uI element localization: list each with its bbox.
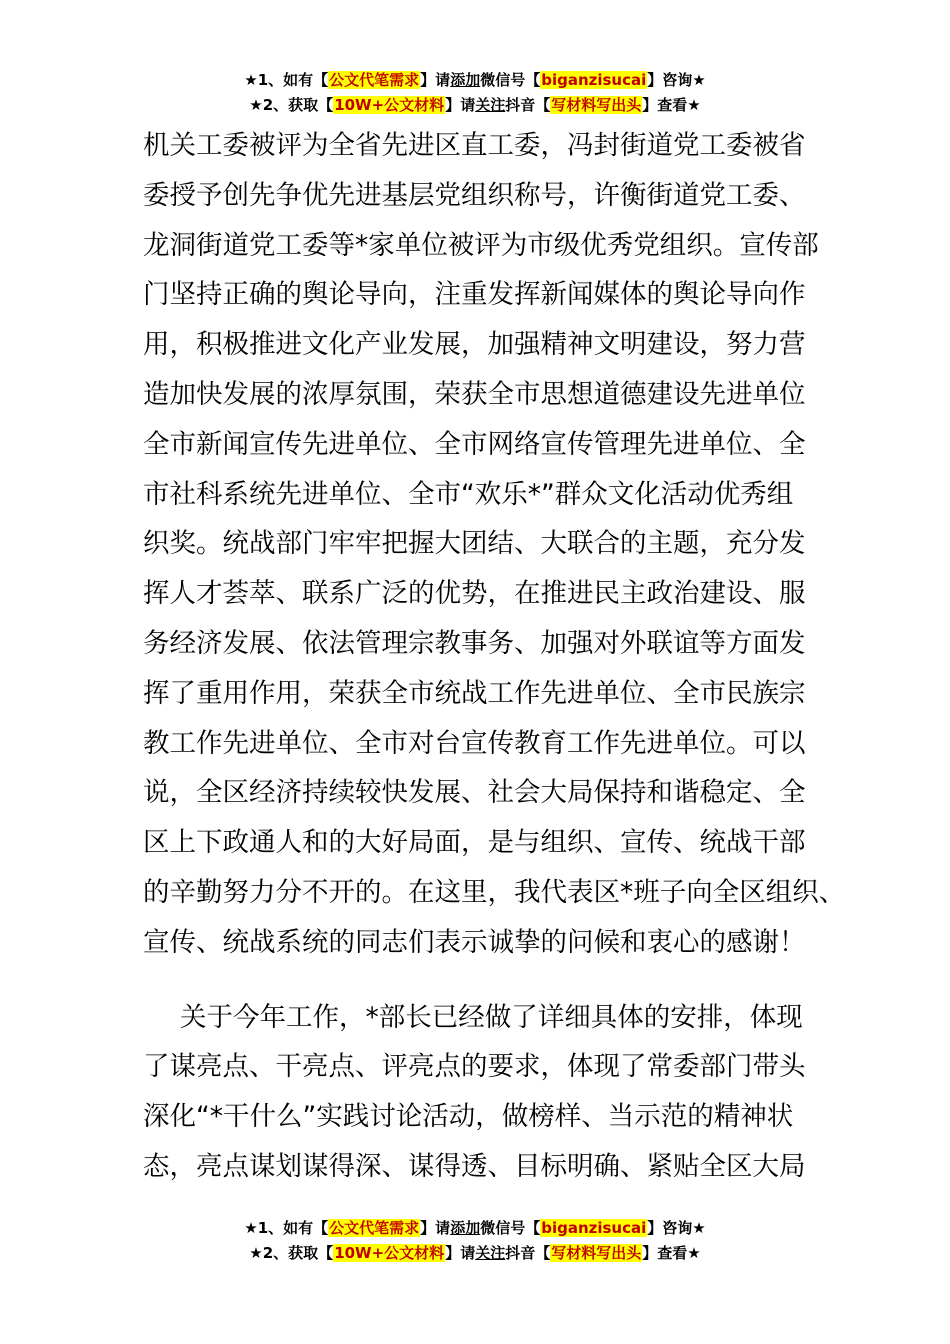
wechat-id-highlight: biganzisucai — [541, 1219, 647, 1237]
banner-text: 】咨询★ — [647, 71, 706, 89]
text-line: 挥人才荟萃、联系广泛的优势，在推进民主政治建设、服 — [143, 578, 806, 610]
text-line: 关于今年工作，*部长已经做了详细具体的安排，体现 — [180, 1001, 803, 1033]
highlight-text: 10W+公文材料 — [334, 1244, 445, 1262]
text-line: 挥了重用作用，荣获全市统战工作先进单位、全市民族宗 — [143, 677, 806, 709]
text-line: 深化“*干什么”实践讨论活动，做榜样、当示范的精神状 — [143, 1101, 794, 1133]
banner-text: 】查看★ — [642, 96, 701, 114]
text-line: 机关工委被评为全省先进区直工委，冯封街道党工委被省 — [143, 130, 806, 161]
document-body — [143, 121, 846, 1192]
highlight-text: 公文代笔需求 — [329, 71, 420, 89]
text-line: 态，亮点谋划谋得深、谋得透、目标明确、紧贴全区大局 — [143, 1150, 806, 1182]
text-line: 委授予创先争优先进基层党组织称号，许衡街道党工委、 — [143, 179, 806, 211]
text-line: 市社科系统先进单位、全市“欢乐*”群众文化活动优秀组 — [143, 478, 794, 510]
banner-line-1 — [0, 68, 950, 93]
text-line: 造加快发展的浓厚氛围，荣获全市思想道德建设先进单位 — [143, 378, 806, 410]
banner-text: 微信号【 — [480, 1219, 541, 1237]
text-line: 全市新闻宣传先进单位、全市网络宣传管理先进单位、全 — [143, 428, 806, 460]
banner-text: 抖音【 — [505, 1244, 551, 1262]
douyin-id-highlight: 写材料写出头 — [551, 96, 642, 114]
emphasis-text: 关注 — [475, 1244, 506, 1262]
wechat-id-highlight: biganzisucai — [541, 71, 647, 89]
emphasis-text: 关注 — [475, 96, 506, 114]
text-line: 的辛勤努力分不开的。在这里，我代表区*班子向全区组织、 — [143, 876, 846, 908]
banner-text: ★2、获取【 — [249, 1244, 334, 1262]
banner-text: 】查看★ — [642, 1244, 701, 1262]
banner-text: 】请 — [420, 71, 451, 89]
banner-text: 】咨询★ — [647, 1219, 706, 1237]
text-line: 门坚持正确的舆论导向，注重发挥新闻媒体的舆论导向作 — [143, 279, 806, 311]
text-line: 龙洞街道党工委等*家单位被评为市级优秀党组织。宣传部 — [143, 229, 819, 261]
text-line: 了谋亮点、干亮点、评亮点的要求，体现了常委部门带头 — [143, 1051, 806, 1083]
paragraph-spacer — [143, 968, 833, 993]
banner-text: ★1、如有【 — [244, 1219, 329, 1237]
text-line: 区上下政通人和的大好局面，是与组织、宣传、统战干部 — [143, 827, 806, 859]
header-banner — [0, 68, 950, 118]
text-line: 宣传、统战系统的同志们表示诚挚的问候和衷心的感谢！ — [143, 926, 806, 958]
text-line: 用，积极推进文化产业发展，加强精神文明建设，努力营 — [143, 329, 806, 361]
emphasis-text: 添加 — [450, 71, 481, 89]
banner-text: ★2、获取【 — [249, 96, 334, 114]
emphasis-text: 添加 — [450, 1219, 481, 1237]
paragraph-1 — [143, 121, 846, 968]
banner-text: ★1、如有【 — [244, 71, 329, 89]
text-line: 说，全区经济持续较快发展、社会大局保持和谐稳定、全 — [143, 777, 806, 809]
banner-text: 】请 — [445, 96, 476, 114]
text-line: 教工作先进单位、全市对台宣传教育工作先进单位。可以 — [143, 727, 806, 759]
banner-text: 抖音【 — [505, 96, 551, 114]
banner-line-2 — [0, 1241, 950, 1266]
highlight-text: 10W+公文材料 — [334, 96, 445, 114]
highlight-text: 公文代笔需求 — [329, 1219, 420, 1237]
banner-line-2 — [0, 93, 950, 118]
text-line: 织奖。统战部门牢牢把握大团结、大联合的主题，充分发 — [143, 528, 806, 560]
footer-banner — [0, 1216, 950, 1266]
paragraph-2 — [143, 993, 833, 1192]
banner-text: 微信号【 — [480, 71, 541, 89]
banner-line-1 — [0, 1216, 950, 1241]
banner-text: 】请 — [420, 1219, 451, 1237]
text-line: 务经济发展、依法管理宗教事务、加强对外联谊等方面发 — [143, 627, 806, 659]
douyin-id-highlight: 写材料写出头 — [551, 1244, 642, 1262]
banner-text: 】请 — [445, 1244, 476, 1262]
